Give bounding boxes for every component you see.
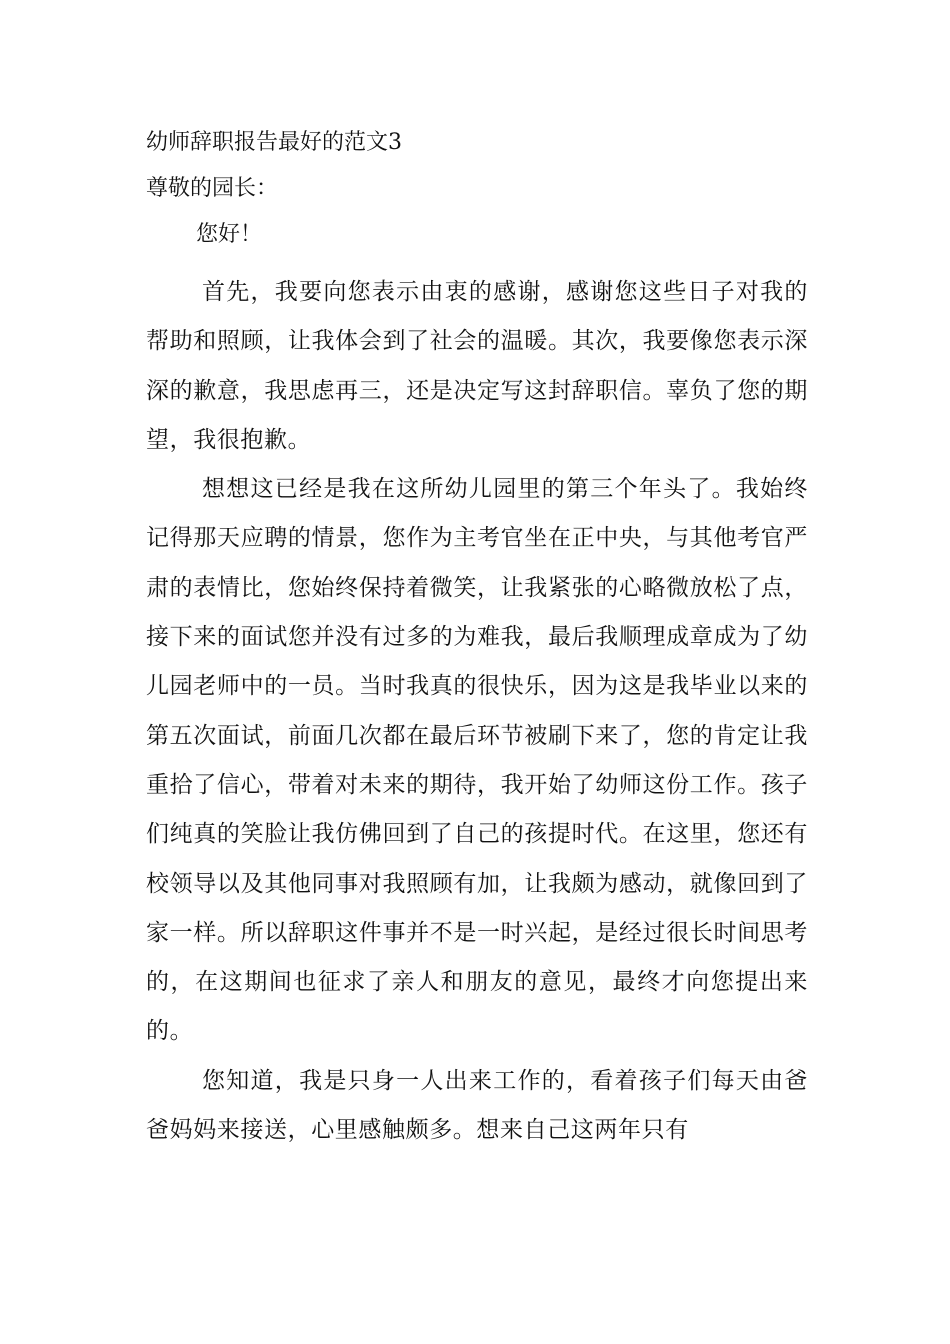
paragraph-thanks: 首先，我要向您表示由衷的感谢，感谢您这些日子对我的帮助和照顾，让我体会到了社会的温暖。其次，我要像您表示深深的歉意，我思虑再三，还是决定写这封辞职信。辜负了您的期望，我很抱歉。 [146, 279, 808, 453]
paragraph-family: 您知道，我是只身一人出来工作的，看着孩子们每天由爸爸妈妈来接送，心里感触颇多。想来自己这两年只有 [146, 1067, 808, 1144]
document-body [146, 128, 808, 1155]
greeting: 您好！ [196, 222, 263, 247]
paragraph-memories: 想想这已经是我在这所幼儿园里的第三个年头了。我始终记得那天应聘的情景，您作为主考官坐在正中央，与其他考官严肃的表情比，您始终保持着微笑，让我紧张的心略微放松了点，接下来的面试您并没有过多的为难我，最后我顺理成章成为了幼儿园老师中的一员。当时我真的很快乐，因为这是我毕业以来的第五次面试，前面几次都在最后环节被刷下来了，您的肯定让我重拾了信心，带着对未来的期待，我开始了幼师这份工作。孩子们纯真的笑脸让我仿佛回到了自己的孩提时代。在这里，您还有校领导以及其他同事对我照顾有加，让我颇为感动，就像回到了家一样。所以辞职这件事并不是一时兴起，是经过很长时间思考的，在这期间也征求了亲人和朋友的意见，最终才向您提出来的。 [146, 476, 808, 1045]
salutation: 尊敬的园长： [146, 176, 279, 201]
document-title: 幼师辞职报告最好的范文3 [146, 130, 402, 155]
